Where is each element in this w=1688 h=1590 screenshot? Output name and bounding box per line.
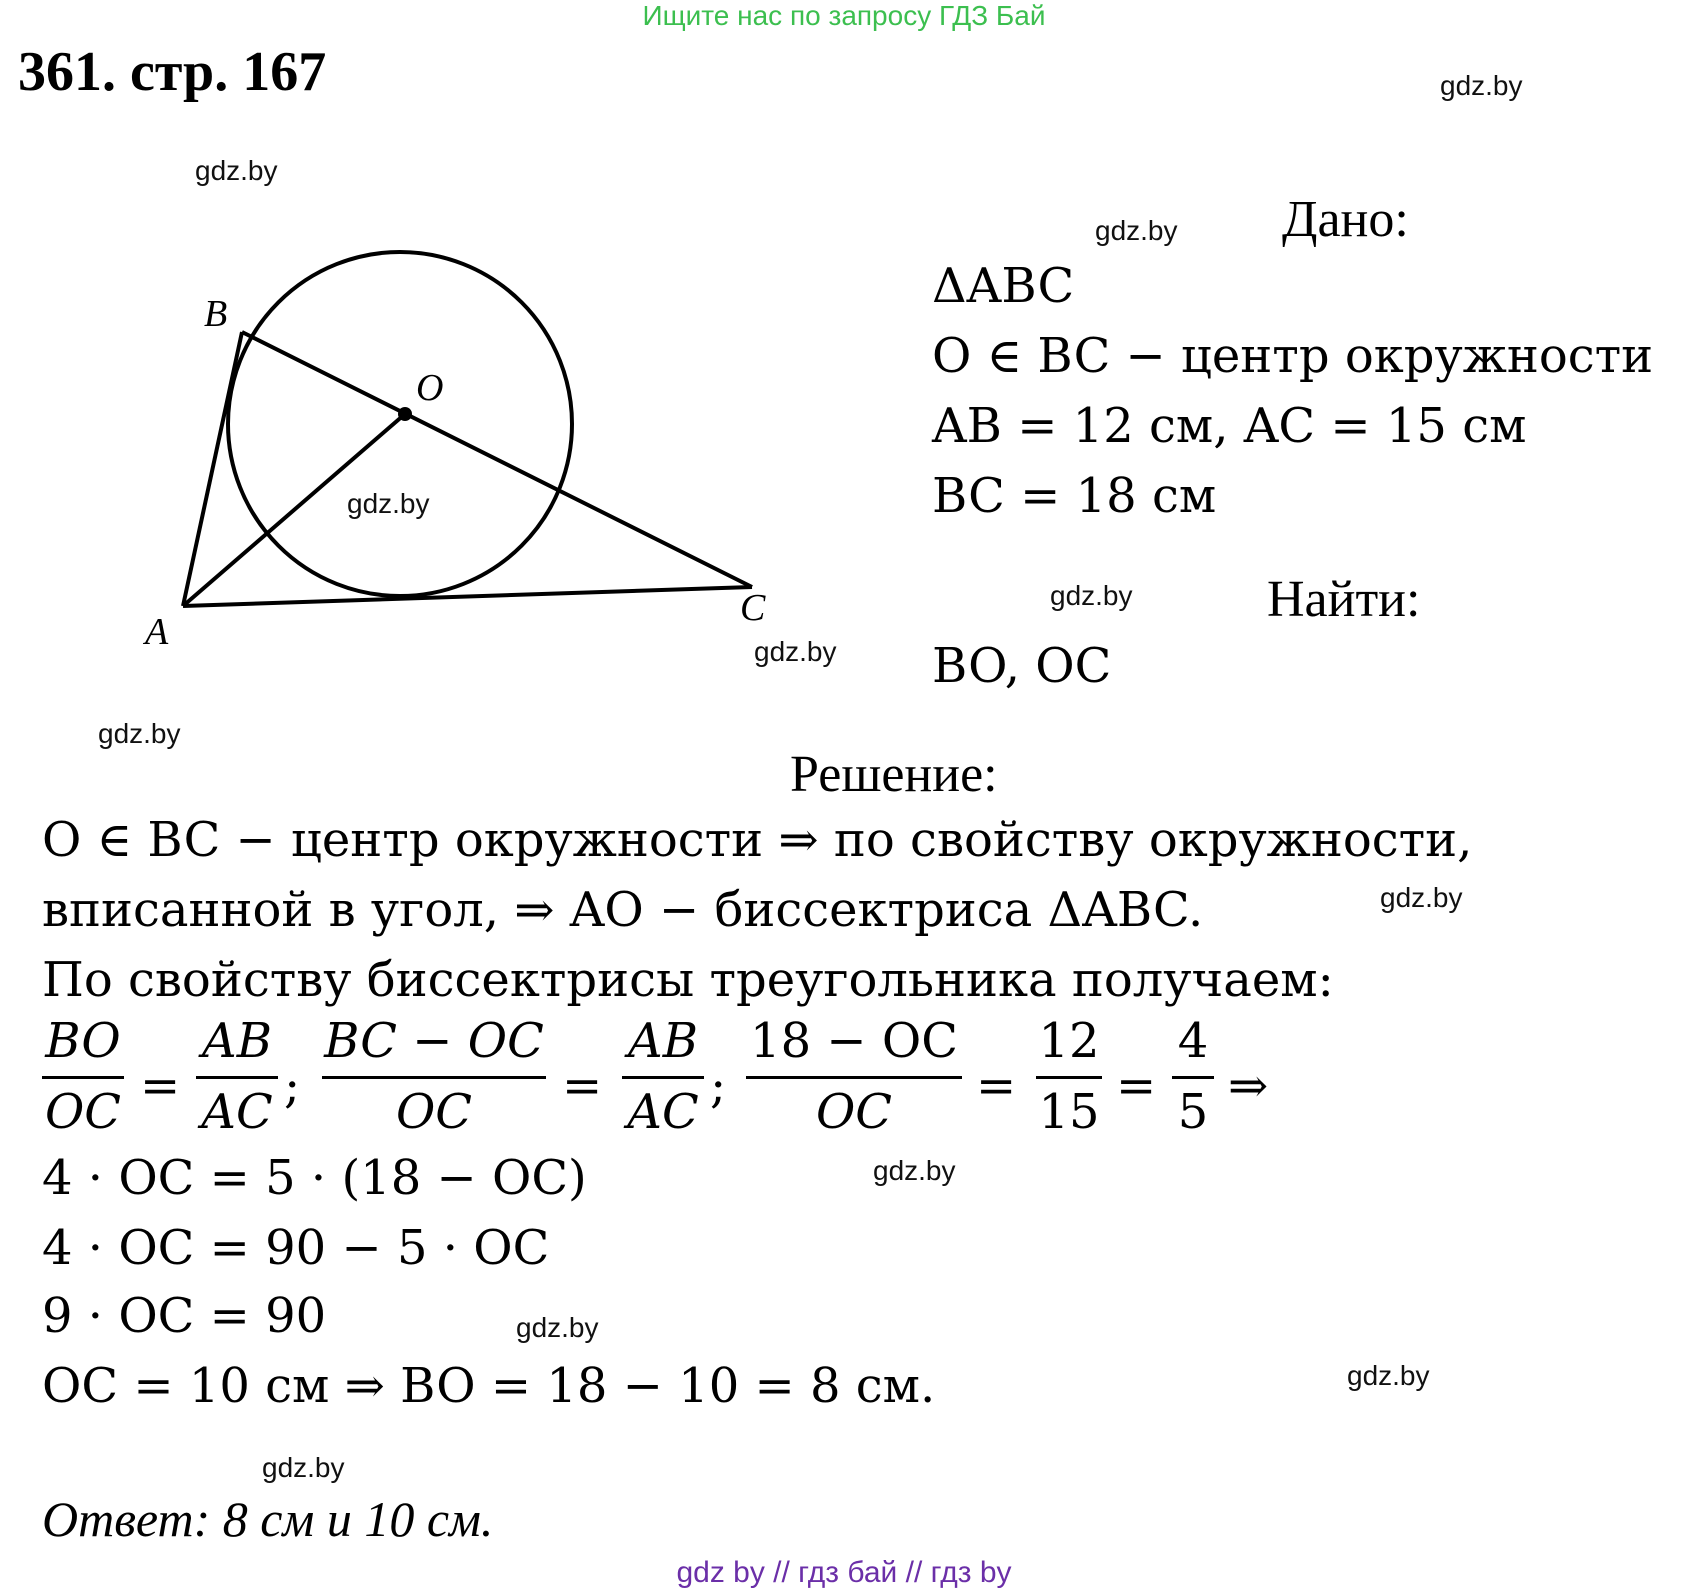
given-heading: Дано: <box>1282 191 1409 248</box>
label-a: A <box>145 611 169 653</box>
solution-line: O ∈ BC − центр окружности ⇒ по свойству окружности, <box>42 812 1473 868</box>
page-title: 361. стр. 167 <box>18 41 327 103</box>
label-b: B <box>204 293 228 335</box>
center-point-o <box>398 407 412 421</box>
equals-sign: = <box>976 1058 1017 1114</box>
watermark: gdz.by <box>1440 70 1523 101</box>
equals-sign: = <box>140 1058 181 1114</box>
fraction-ab-ac: AB AC <box>622 1012 704 1141</box>
semicolon: ; <box>284 1058 301 1114</box>
fraction-bc-minus-oc: BC − OC OC <box>322 1012 546 1141</box>
side-bc <box>242 332 752 587</box>
fraction-bo-oc: BO OC <box>42 1012 124 1141</box>
side-ac <box>183 587 752 606</box>
given-line: ΔABC <box>932 258 1075 314</box>
watermark: gdz.by <box>195 155 278 186</box>
label-o: O <box>416 367 444 409</box>
watermark: gdz.by <box>1347 1360 1430 1391</box>
watermark: gdz.by <box>262 1452 345 1483</box>
fraction-18-minus-oc: 18 − OC OC <box>746 1012 962 1141</box>
semicolon: ; <box>710 1058 727 1114</box>
given-line: AB = 12 см, AC = 15 см <box>932 398 1527 454</box>
search-banner: Ищите нас по запросу ГДЗ Бай <box>642 0 1046 31</box>
solution-step: 9 · OC = 90 <box>42 1288 327 1344</box>
watermark: gdz.by <box>516 1312 599 1343</box>
footer-links: gdz by // гдз бай // гдз by <box>676 1556 1012 1589</box>
watermark: gdz.by <box>1050 580 1133 611</box>
label-c: C <box>740 587 766 629</box>
geometry-figure <box>0 0 820 680</box>
given-line: O ∈ BC − центр окружности <box>932 328 1654 384</box>
implies-sign: ⇒ <box>1228 1058 1269 1114</box>
watermark: gdz.by <box>1380 882 1463 913</box>
watermark: gdz.by <box>98 718 181 749</box>
find-heading: Найти: <box>1267 571 1421 628</box>
watermark: gdz.by <box>1095 215 1178 246</box>
equals-sign: = <box>1116 1058 1157 1114</box>
solution-step: 4 · OC = 5 · (18 − OC) <box>42 1150 587 1206</box>
solution-step: 4 · OC = 90 − 5 · OC <box>42 1220 550 1276</box>
equals-sign: = <box>562 1058 603 1114</box>
watermark: gdz.by <box>347 488 430 519</box>
fraction-4-5: 4 5 <box>1172 1012 1214 1141</box>
fraction-12-15: 12 15 <box>1036 1012 1102 1141</box>
find-value: BO, OC <box>932 638 1112 694</box>
fraction-ab-ac: AB AC <box>196 1012 278 1141</box>
solution-line: По свойству биссектрисы треугольника получаем: <box>42 952 1334 1008</box>
solution-line: вписанной в угол, ⇒ AO − биссектриса ΔABC. <box>42 882 1204 938</box>
solution-heading: Решение: <box>790 746 998 803</box>
watermark: gdz.by <box>873 1155 956 1186</box>
given-line: BC = 18 см <box>932 468 1217 524</box>
answer: Ответ: 8 см и 10 см. <box>42 1491 494 1547</box>
solution-step: OC = 10 см ⇒ BO = 18 − 10 = 8 см. <box>42 1358 936 1414</box>
watermark: gdz.by <box>754 636 837 667</box>
inscribed-circle <box>228 252 572 596</box>
